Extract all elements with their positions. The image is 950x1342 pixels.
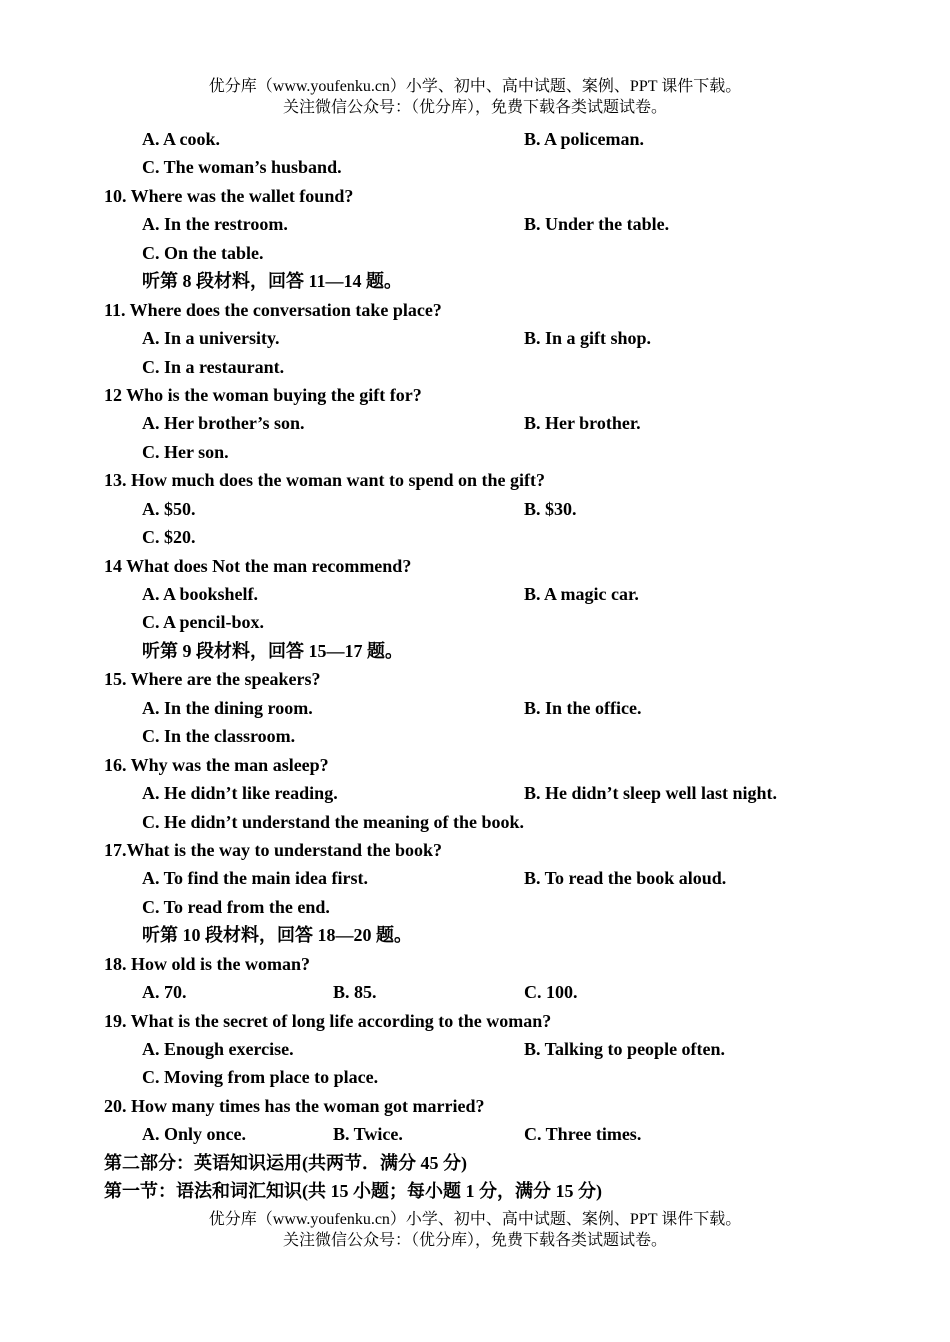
q10-options-row2 [0, 239, 950, 267]
part-2-heading: 第二部分：英语知识运用(共两节．满分 45 分) [104, 1152, 467, 1173]
q12-option-c: C. Her son. [142, 441, 229, 462]
page-header [0, 76, 950, 118]
q20-question: 20. How many times has the woman got married? [104, 1095, 485, 1116]
q10-option-a: A. In the restroom. [142, 214, 288, 235]
q12-options-row1 [0, 409, 950, 437]
q10-option-c: C. On the table. [142, 242, 264, 263]
q20-option-b: B. Twice. [333, 1124, 403, 1145]
q13-option-c: C. $20. [142, 527, 196, 548]
header-line-2: 关注微信公众号：（优分库），免费下载各类试题试卷。 [282, 99, 667, 116]
q10-options-row1 [0, 210, 950, 238]
q17-option-b: B. To read the book aloud. [524, 868, 727, 889]
q18-option-a: A. 70. [142, 982, 187, 1003]
q18-options-row [0, 978, 950, 1006]
q12-option-b: B. Her brother. [524, 413, 641, 434]
q14-question: 14 What does Not the man recommend? [104, 555, 412, 576]
q10-option-b: B. Under the table. [524, 214, 670, 235]
part-2-section-1-heading: 第一节：语法和词汇知识(共 15 小题；每小题 1 分，满分 15 分) [104, 1181, 602, 1202]
q14-options-row1 [0, 580, 950, 608]
q17-option-a: A. To find the main idea first. [142, 868, 369, 889]
q9-options-row1 [0, 125, 950, 153]
q11-option-b: B. In a gift shop. [524, 328, 652, 349]
q12-options-row2 [0, 438, 950, 466]
q16-options-row1 [0, 779, 950, 807]
q14-options-row2 [0, 608, 950, 636]
q11-question: 11. Where does the conversation take place? [104, 299, 442, 320]
q16-options-row2 [0, 808, 950, 836]
q16-option-b: B. He didn’t sleep well last night. [524, 783, 778, 804]
q15-option-b: B. In the office. [524, 697, 642, 718]
q14-option-a: A. A bookshelf. [142, 584, 259, 604]
q15-option-c: C. In the classroom. [142, 726, 296, 747]
q17-option-c: C. To read from the end. [142, 896, 330, 917]
q11-options-row1 [0, 324, 950, 352]
q9-option-b: B. A policeman. [524, 129, 645, 149]
q12-question: 12 Who is the woman buying the gift for? [104, 384, 422, 405]
footer-line-2: 关注微信公众号：（优分库），免费下载各类试题试卷。 [282, 1232, 667, 1249]
q16-option-a: A. He didn’t like reading. [142, 783, 338, 804]
q13-question: 13. How much does the woman want to spend on the gift? [104, 470, 546, 491]
q17-question: 17.What is the way to understand the book? [104, 839, 443, 860]
q9-option-c: C. The woman’s husband. [142, 157, 342, 178]
q16-question: 16. Why was the man asleep? [104, 754, 329, 775]
q19-option-c: C. Moving from place to place. [142, 1067, 379, 1088]
q20-option-a: A. Only once. [142, 1124, 247, 1145]
q20-options-row [0, 1120, 950, 1148]
q17-options-row2 [0, 893, 950, 921]
section-10-heading: 听第 10 段材料，回答 18—20 题。 [142, 925, 412, 946]
exam-content [0, 125, 950, 1206]
q15-options-row1 [0, 694, 950, 722]
q14-option-b: B. A magic car. [524, 584, 639, 604]
q19-question: 19. What is the secret of long life according to the woman? [104, 1010, 552, 1031]
page-footer [0, 1209, 950, 1251]
q11-option-a: A. In a university. [142, 328, 280, 349]
q13-option-b: B. $30. [524, 498, 577, 519]
q11-option-c: C. In a restaurant. [142, 356, 285, 377]
q13-options-row2 [0, 523, 950, 551]
q11-options-row2 [0, 353, 950, 381]
q19-options-row1 [0, 1035, 950, 1063]
section-8-heading: 听第 8 段材料，回答 11—14 题。 [142, 271, 403, 292]
header-line-1: 优分库（www.youfenku.cn）小学、初中、高中试题、案例、PPT 课件下载。 [208, 78, 742, 95]
q18-option-c: C. 100. [524, 982, 578, 1003]
q19-options-row2 [0, 1063, 950, 1091]
q10-question: 10. Where was the wallet found? [104, 185, 354, 206]
q15-options-row2 [0, 722, 950, 750]
q15-option-a: A. In the dining room. [142, 697, 313, 718]
q9-option-a: A. A cook. [142, 129, 221, 149]
q19-option-b: B. Talking to people often. [524, 1039, 726, 1059]
q14-option-c: C. A pencil-box. [142, 612, 265, 633]
q9-options-row2 [0, 153, 950, 181]
section-9-heading: 听第 9 段材料，回答 15—17 题。 [142, 640, 403, 661]
q13-options-row1 [0, 495, 950, 523]
q12-option-a: A. Her brother’s son. [142, 413, 305, 434]
footer-line-1: 优分库（www.youfenku.cn）小学、初中、高中试题、案例、PPT 课件下载。 [208, 1211, 742, 1228]
q15-question: 15. Where are the speakers? [104, 669, 321, 690]
q17-options-row1 [0, 864, 950, 892]
q16-option-c: C. He didn’t understand the meaning of the book. [142, 811, 525, 832]
q18-option-b: B. 85. [333, 982, 377, 1003]
q20-option-c: C. Three times. [524, 1124, 642, 1145]
q13-option-a: A. $50. [142, 498, 196, 519]
q19-option-a: A. Enough exercise. [142, 1039, 294, 1059]
q18-question: 18. How old is the woman? [104, 953, 311, 974]
